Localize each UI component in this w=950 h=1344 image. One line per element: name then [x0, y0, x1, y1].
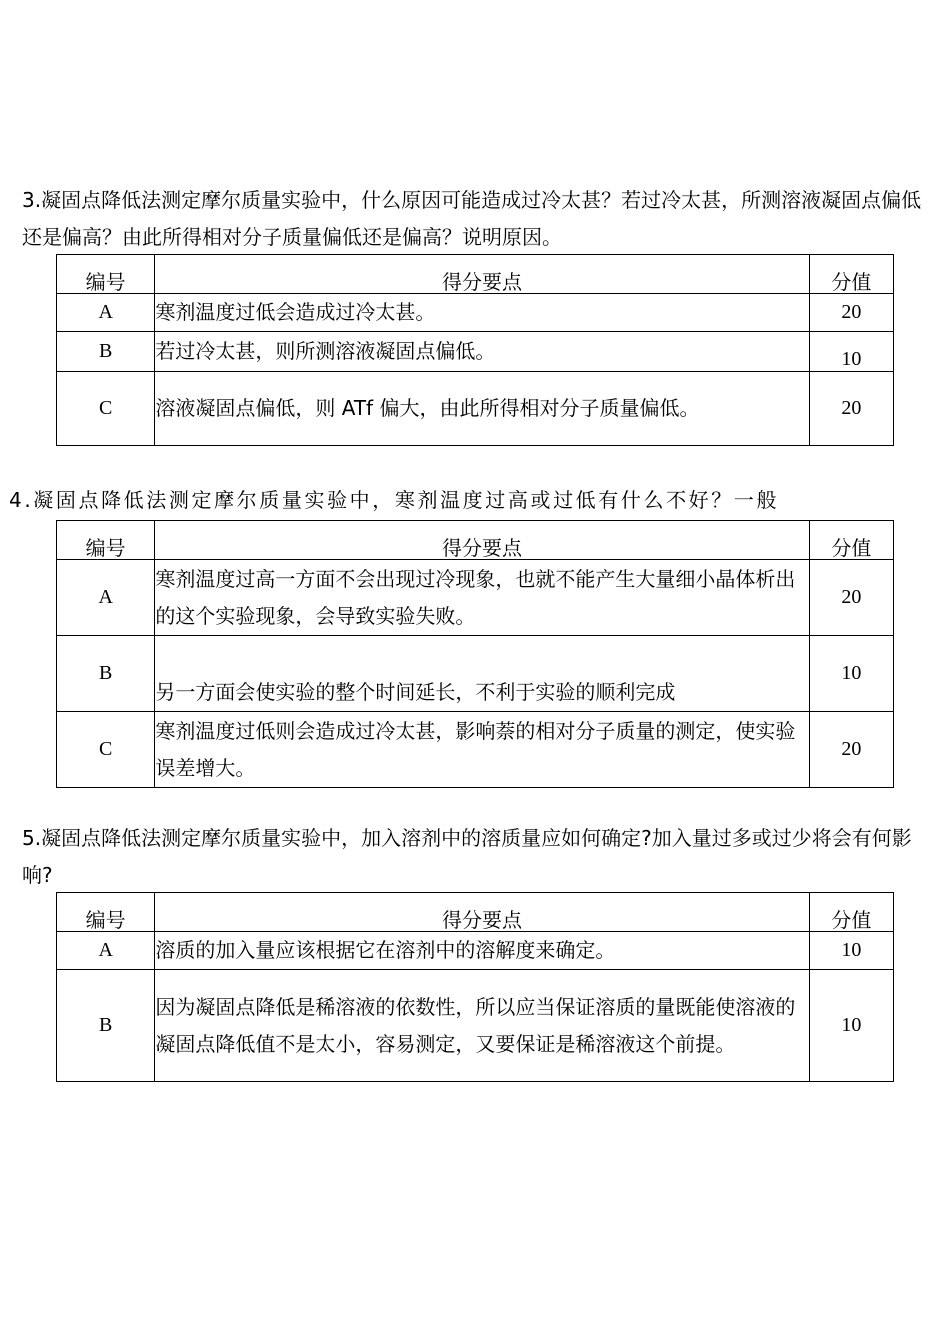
header-score: 分值	[809, 893, 893, 932]
row-score: 20	[809, 294, 893, 332]
header-point: 得分要点	[155, 893, 809, 932]
row-score: 20	[809, 712, 893, 788]
table-row	[57, 970, 894, 1082]
row-point: 寒剂温度过低会造成过冷太甚。	[155, 294, 809, 332]
row-id: B	[57, 636, 155, 712]
row-score: 10	[809, 970, 893, 1082]
row-point: 寒剂温度过高一方面不会出现过冷现象，也就不能产生大量细小晶体析出的这个实验现象，会导致实验失败。	[155, 560, 809, 636]
header-id: 编号	[57, 255, 155, 294]
row-score: 10	[809, 332, 893, 372]
row-id: A	[57, 294, 155, 332]
row-id: A	[57, 560, 155, 636]
row-id: B	[57, 970, 155, 1082]
header-score: 分值	[809, 255, 893, 294]
row-score: 10	[809, 932, 893, 970]
row-id: C	[57, 712, 155, 788]
table-row	[57, 560, 894, 636]
row-point: 另一方面会使实验的整个时间延长，不利于实验的顺利完成	[155, 636, 809, 712]
header-point: 得分要点	[155, 255, 809, 294]
table-header-row	[57, 255, 894, 294]
table-row	[57, 636, 894, 712]
table-row	[57, 332, 894, 372]
row-point: 溶质的加入量应该根据它在溶剂中的溶解度来确定。	[155, 932, 809, 970]
table-header-row	[57, 521, 894, 560]
question-3-text: 3.凝固点降低法测定摩尔质量实验中，什么原因可能造成过冷太甚？若过冷太甚，所测溶液凝固点偏低还是偏高？由此所得相对分子质量偏低还是偏高？说明原因。	[22, 188, 922, 249]
header-point: 得分要点	[155, 521, 809, 560]
question-4-text: 4.凝固点降低法测定摩尔质量实验中，寒剂温度过高或过低有什么不好？一般	[9, 488, 780, 512]
row-id: B	[57, 332, 155, 372]
question-5-text: 5.凝固点降低法测定摩尔质量实验中，加入溶剂中的溶质量应如何确定?加入量过多或过少将会有何影响?	[22, 826, 912, 887]
question-3-score-table	[56, 254, 894, 446]
row-score: 20	[809, 560, 893, 636]
row-id: C	[57, 372, 155, 446]
row-id: A	[57, 932, 155, 970]
row-point: 溶液凝固点偏低，则 ATf 偏大，由此所得相对分子质量偏低。	[155, 372, 809, 446]
table-header-row	[57, 893, 894, 932]
row-point: 因为凝固点降低是稀溶液的依数性，所以应当保证溶质的量既能使溶液的凝固点降低值不是太小，容易测定，又要保证是稀溶液这个前提。	[155, 970, 809, 1082]
row-score: 20	[809, 372, 893, 446]
table-row	[57, 932, 894, 970]
question-5-score-table	[56, 892, 894, 1082]
row-point: 若过冷太甚，则所测溶液凝固点偏低。	[155, 332, 809, 372]
header-id: 编号	[57, 521, 155, 560]
table-row	[57, 712, 894, 788]
question-4-score-table	[56, 520, 894, 788]
row-score: 10	[809, 636, 893, 712]
row-point: 寒剂温度过低则会造成过冷太甚，影响萘的相对分子质量的测定，使实验误差增大。	[155, 712, 809, 788]
table-row	[57, 372, 894, 446]
table-row	[57, 294, 894, 332]
header-id: 编号	[57, 893, 155, 932]
header-score: 分值	[809, 521, 893, 560]
